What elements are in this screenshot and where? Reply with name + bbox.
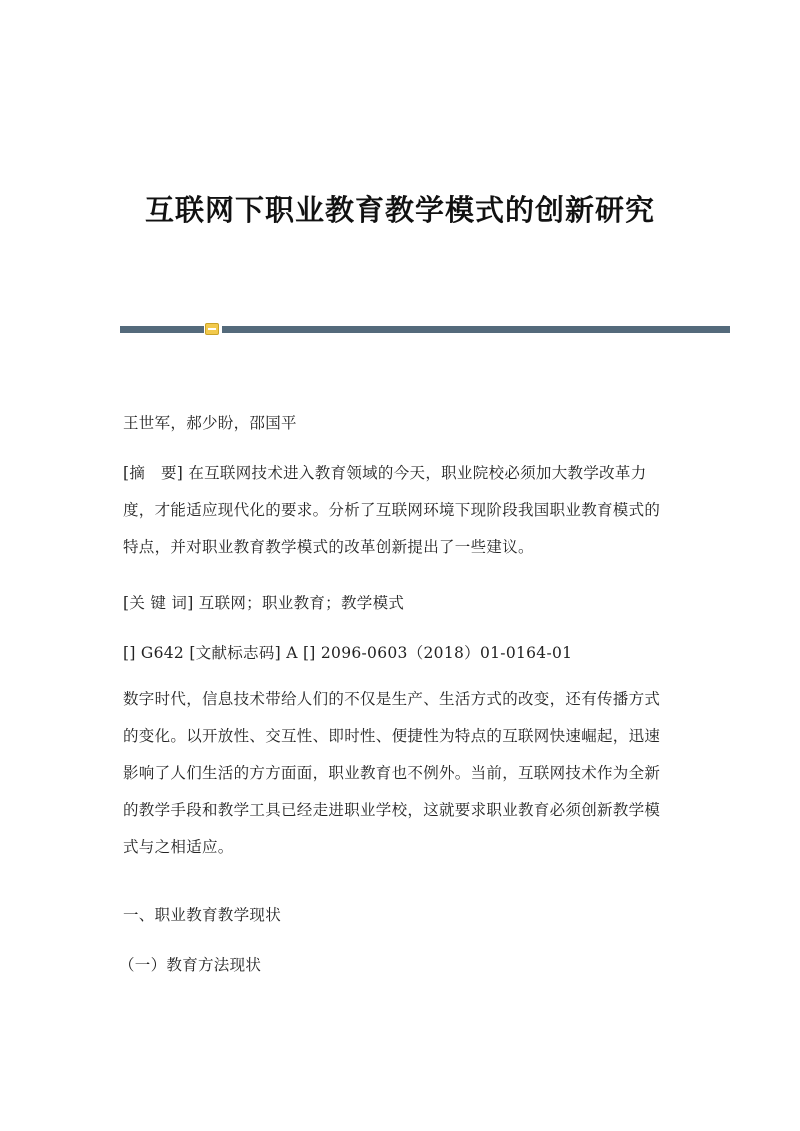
abstract-line: 特点，并对职业教育教学模式的改革创新提出了一些建议。 [123,538,534,556]
title-divider-right [222,326,730,333]
abstract [123,460,683,571]
subsection-heading: （一）教育方法现状 [119,956,262,974]
abstract-line: 度，才能适应现代化的要求。分析了互联网环境下现阶段我国职业教育模式的 [123,501,661,519]
section-heading: 一、职业教育教学现状 [123,906,282,924]
paper-title: 互联网下职业教育教学模式的创新研究 [144,193,655,227]
intro-paragraph [123,686,683,871]
intro-line: 式与之相适应。 [123,838,234,856]
envelope-icon [205,323,219,335]
title-divider-left [120,326,204,333]
abstract-line: [摘 要] 在互联网技术进入教育领域的今天，职业院校必须加大教学改革力 [123,464,647,482]
intro-line: 数字时代，信息技术带给人们的不仅是生产、生活方式的改变，还有传播方式 [123,690,661,708]
keywords: [关 键 词] 互联网；职业教育；教学模式 [123,594,405,612]
classification: [] G642 [文献标志码] A [] 2096-0603（2018）01-0164-01 [123,644,573,662]
intro-line: 的变化。以开放性、交互性、即时性、便捷性为特点的互联网快速崛起，迅速 [123,727,661,745]
intro-line: 影响了人们生活的方方面面，职业教育也不例外。当前，互联网技术作为全新 [123,764,661,782]
intro-line: 的教学手段和教学工具已经走进职业学校，这就要求职业教育必须创新教学模 [123,801,661,819]
authors: 王世军，郝少盼，邵国平 [123,414,297,432]
